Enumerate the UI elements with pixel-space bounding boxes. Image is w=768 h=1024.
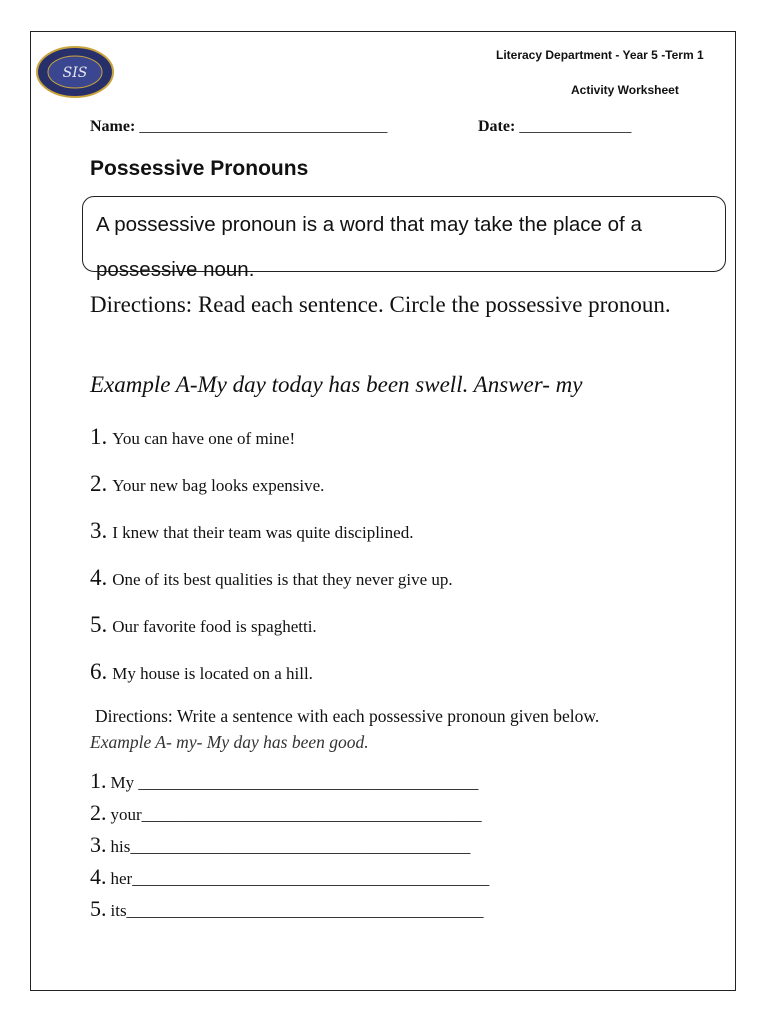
question-item[interactable] — [90, 612, 317, 638]
date-label: Date: — [478, 118, 516, 135]
writing-prompt[interactable]: his________________________________________ — [110, 837, 471, 856]
question-item[interactable] — [90, 659, 313, 685]
writing-number: 2. — [90, 800, 107, 825]
date-blank[interactable]: ______________ — [519, 118, 632, 135]
writing-line[interactable] — [90, 832, 470, 858]
writing-line[interactable] — [90, 768, 478, 794]
question-text[interactable]: I knew that their team was quite disciplined. — [112, 523, 414, 542]
question-text[interactable]: Our favorite food is spaghetti. — [112, 617, 317, 636]
writing-prompt[interactable]: her__________________________________________ — [110, 869, 490, 888]
writing-prompt[interactable]: My ________________________________________ — [110, 773, 479, 792]
writing-line[interactable] — [90, 896, 484, 922]
date-field[interactable] — [478, 118, 631, 136]
definition-text: A possessive pronoun is a word that may take the place of a possessive noun. — [96, 213, 642, 281]
writing-number: 5. — [90, 896, 107, 921]
question-item[interactable] — [90, 471, 324, 497]
question-item[interactable] — [90, 565, 453, 591]
question-number: 6. — [90, 659, 108, 684]
question-number: 1. — [90, 424, 108, 449]
name-label: Name: — [90, 118, 136, 135]
name-field[interactable] — [90, 118, 387, 136]
question-number: 2. — [90, 471, 108, 496]
page-title: Possessive Pronouns — [90, 157, 309, 180]
writing-line[interactable] — [90, 864, 489, 890]
writing-line[interactable] — [90, 800, 482, 826]
question-text[interactable]: You can have one of mine! — [112, 429, 296, 448]
writing-prompt[interactable]: its__________________________________________ — [110, 901, 484, 920]
name-blank[interactable]: _______________________________ — [139, 118, 388, 135]
writing-number: 4. — [90, 864, 107, 889]
question-number: 5. — [90, 612, 108, 637]
writing-number: 3. — [90, 832, 107, 857]
question-number: 3. — [90, 518, 108, 543]
question-number: 4. — [90, 565, 108, 590]
question-text[interactable]: My house is located on a hill. — [112, 664, 313, 683]
writing-prompt[interactable]: your________________________________________ — [110, 805, 482, 824]
part2-directions: Directions: Write a sentence with each possessive pronoun given below. — [95, 706, 600, 726]
school-logo-icon — [35, 45, 115, 99]
worksheet-type: Activity Worksheet — [571, 83, 679, 97]
question-item[interactable] — [90, 424, 295, 450]
department-header: Literacy Department - Year 5 -Term 1 — [496, 48, 704, 62]
part1-directions: Directions: Read each sentence. Circle the possessive pronoun. — [90, 292, 671, 317]
question-text[interactable]: One of its best qualities is that they never give up. — [112, 570, 453, 589]
question-text[interactable]: Your new bag looks expensive. — [112, 476, 325, 495]
part1-example: Example A-My day today has been swell. Answer- my — [90, 372, 583, 397]
writing-number: 1. — [90, 768, 107, 793]
svg-text:SIS: SIS — [62, 65, 88, 81]
part2-example: Example A- my- My day has been good. — [90, 732, 369, 752]
question-item[interactable] — [90, 518, 413, 544]
